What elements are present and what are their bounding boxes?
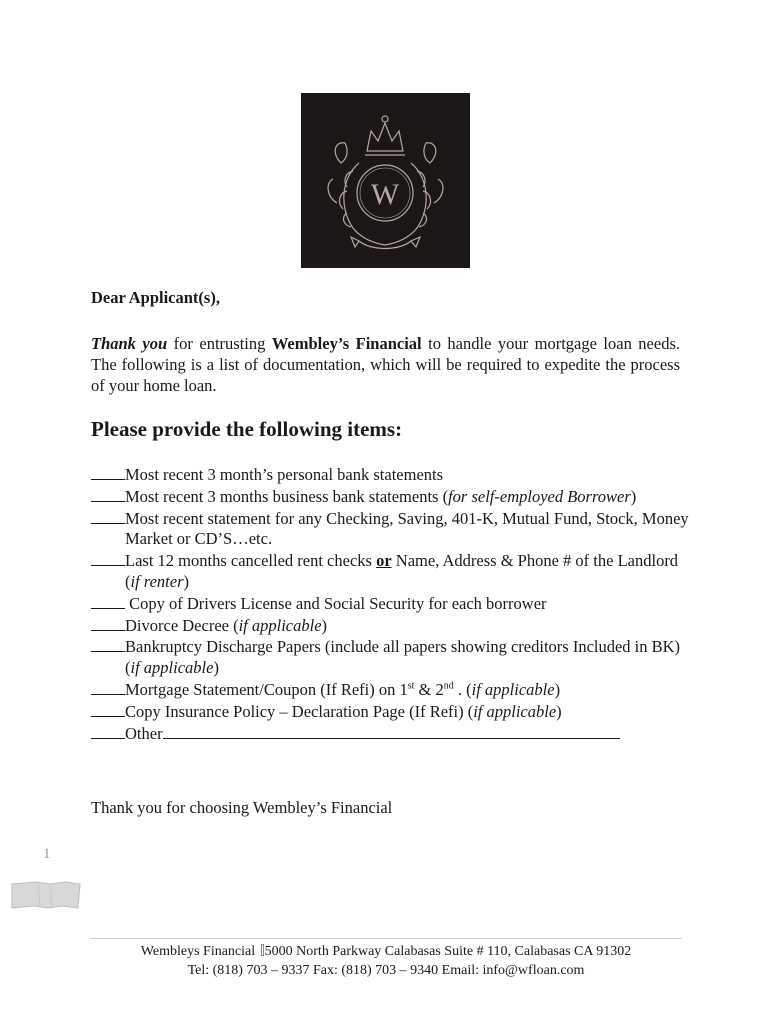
list-item: Most recent 3 month’s personal bank statements [91, 464, 691, 486]
footer-address: 5000 North Parkway Calabasas Suite # 110, Calabasas CA 91302 [264, 944, 632, 959]
list-item: Copy of Drivers License and Social Security for each borrower [91, 593, 691, 615]
list-item: Other [91, 723, 691, 745]
checkbox-blank-line [91, 486, 125, 502]
checkbox-blank-line [91, 701, 125, 717]
greeting: Dear Applicant(s), [91, 288, 220, 307]
list-item: Copy Insurance Policy – Declaration Page (If Refi) (if applicable) [91, 701, 691, 723]
footer [90, 942, 682, 980]
checkbox-blank-line [91, 508, 125, 524]
page-tab-graphic [10, 880, 82, 910]
intro-company: Wembley’s Financial [271, 334, 422, 353]
footer-address-line [90, 942, 682, 961]
separator-icon [261, 944, 264, 956]
checkbox-blank-line [91, 464, 125, 480]
intro-mid: for entrusting [167, 334, 272, 353]
page-number: 1 [43, 846, 51, 862]
closing-line: Thank you for choosing Wembley’s Financial [91, 798, 393, 817]
list-item: Last 12 months cancelled rent checks or Name, Address & Phone # of the Landlord (if renter) [91, 550, 691, 593]
footer-contact-line: Tel: (818) 703 – 9337 Fax: (818) 703 – 9340 Email: info@wfloan.com [187, 963, 585, 978]
list-item: Most recent statement for any Checking, Saving, 401-K, Mutual Fund, Stock, Money Market or CD’S…etc. [91, 508, 691, 551]
company-logo [301, 93, 470, 268]
crest-emblem [301, 93, 470, 268]
checkbox-blank-line [91, 550, 125, 566]
list-item: Divorce Decree (if applicable) [91, 615, 691, 637]
checkbox-blank-line [91, 615, 125, 631]
intro-rest: to handle your mortgage loan needs. The following is a list of documentation, which will be required to expedite the process of your home loan. [91, 334, 680, 395]
checkbox-blank-line [91, 636, 125, 652]
intro-thank-you: Thank you [91, 334, 168, 353]
checkbox-blank-line [91, 593, 125, 609]
checkbox-blank-line [91, 723, 125, 739]
footer-company: Wembleys Financial [140, 944, 256, 959]
other-fill-line [163, 723, 620, 739]
footer-divider [90, 938, 682, 939]
intro-paragraph [91, 333, 680, 396]
list-item: Bankruptcy Discharge Papers (include all papers showing creditors Included in BK) (if applicable) [91, 636, 691, 679]
logo-monogram: W [370, 178, 400, 211]
list-item: Mortgage Statement/Coupon (If Refi) on 1st & 2nd . (if applicable) [91, 679, 691, 701]
document-checklist [91, 464, 691, 744]
checkbox-blank-line [91, 679, 125, 695]
items-heading: Please provide the following items: [91, 417, 403, 441]
list-item: Most recent 3 months business bank statements (for self-employed Borrower) [91, 486, 691, 508]
